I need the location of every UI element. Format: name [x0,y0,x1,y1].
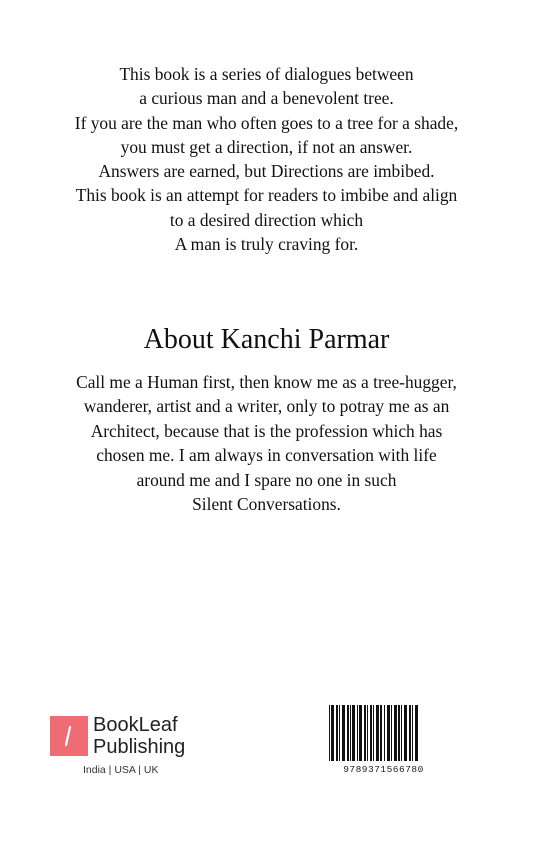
publisher-name-line2: Publishing [93,736,186,758]
publisher-logo [50,716,220,782]
barcode-bar [373,705,374,761]
blurb-line: a curious man and a benevolent tree. [139,88,394,109]
barcode-bar [339,705,340,761]
author-bio [0,370,533,516]
isbn-barcode [327,705,440,777]
about-author-title: About Kanchi Parmar [143,324,390,355]
barcode-bar [342,705,345,761]
barcode-bar [398,705,400,761]
publisher-regions: India | USA | UK [83,764,159,776]
barcode-bar [412,705,413,761]
barcode-bar [409,705,411,761]
barcode-bar [401,705,402,761]
blurb-line: to a desired direction which [169,209,364,230]
barcode-bar [394,705,397,761]
bio-line: Silent Conversations. [192,494,341,515]
bio-line: wanderer, artist and a writer, only to potray me as an [83,396,450,417]
barcode-bar [370,705,372,761]
barcode-bar [364,705,366,761]
barcode-bar [404,705,407,761]
barcode-bar [384,705,385,761]
barcode-bar [336,705,338,761]
barcode-bar [329,705,330,761]
barcode-bar [376,705,379,761]
blurb-line: If you are the man who often goes to a tree for a shade, [74,112,459,133]
bio-line: chosen me. I am always in conversation with life [96,445,437,466]
bio-line: Architect, because that is the profession which has [90,420,443,441]
isbn-number: 9789371566780 [343,764,424,775]
blurb-line: A man is truly craving for. [174,234,359,255]
barcode-bar [367,705,368,761]
barcode-bar [415,705,418,761]
publisher-name [93,714,185,758]
barcode-bar [331,705,334,761]
publisher-name-line1: BookLeaf [93,714,178,736]
blurb-line: Answers are earned, but Directions are imbibed. [98,161,435,182]
barcode-bar [357,705,358,761]
barcode-bar [359,705,362,761]
slash-logo-icon [50,716,88,756]
barcode-bars [327,705,440,763]
barcode-bar [387,705,390,761]
blurb-line: This book is a series of dialogues between [119,64,414,84]
bio-line: around me and I spare no one in such [136,469,397,490]
back-cover-blurb [0,62,533,256]
blurb-line: you must get a direction, if not an answer. [120,136,413,157]
blurb-line: This book is an attempt for readers to imbibe and align [75,185,458,206]
bio-line: Call me a Human first, then know me as a tree-hugger, [76,372,457,392]
barcode-bar [352,705,355,761]
barcode-bar [380,705,382,761]
barcode-bar [391,705,392,761]
barcode-bar [347,705,349,761]
barcode-bar [350,705,351,761]
